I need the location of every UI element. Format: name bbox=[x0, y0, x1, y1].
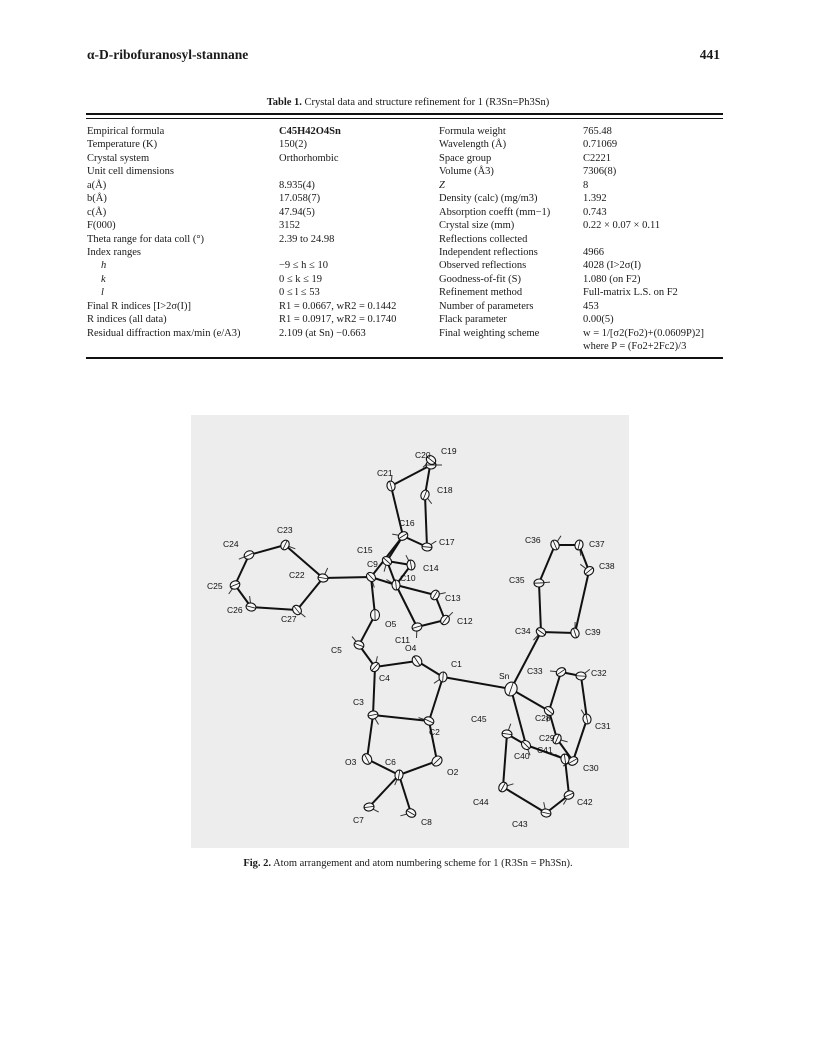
table-cell: a(Å) bbox=[87, 179, 107, 191]
table-cell: 3152 bbox=[279, 220, 300, 232]
bond-line bbox=[511, 632, 541, 689]
atom-label: C20 bbox=[415, 450, 431, 460]
bond-line bbox=[573, 719, 587, 761]
table-cell: 8.935(4) bbox=[279, 179, 315, 191]
atom-label: C21 bbox=[377, 468, 393, 478]
atom-label: C22 bbox=[289, 570, 305, 580]
table-caption-label: Table 1. bbox=[266, 97, 302, 108]
bond-line bbox=[549, 672, 561, 711]
atom-label: C14 bbox=[423, 563, 439, 573]
atom-label: O5 bbox=[385, 619, 397, 629]
atom-label: C28 bbox=[535, 713, 551, 723]
bond-line bbox=[251, 607, 297, 610]
table-caption bbox=[0, 97, 816, 108]
table-cell: 8 bbox=[583, 179, 589, 191]
atom-ellipsoid-axis bbox=[576, 676, 586, 677]
figure-caption bbox=[0, 858, 816, 869]
table-cell bbox=[279, 246, 396, 259]
atom-label: C24 bbox=[223, 539, 239, 549]
table-cell bbox=[439, 340, 550, 353]
table-cell: Empirical formula bbox=[87, 126, 165, 137]
table-cell: 4966 bbox=[583, 246, 604, 258]
atom-label: C15 bbox=[357, 545, 373, 555]
table-bottom-rule bbox=[86, 357, 723, 359]
table-cell: 2.109 (at Sn) −0.663 bbox=[279, 327, 366, 339]
table-cell: b(Å) bbox=[87, 193, 107, 205]
table-left-labels bbox=[87, 125, 240, 340]
table-cell: 453 bbox=[583, 300, 599, 312]
atom-label: C3 bbox=[353, 697, 364, 707]
table-cell: Flack parameter bbox=[439, 314, 507, 326]
table-cell: h bbox=[101, 260, 107, 272]
table-cell: 2.39 to 24.98 bbox=[279, 233, 335, 245]
molecule-structure-diagram bbox=[191, 415, 629, 848]
atom-label: C37 bbox=[589, 539, 605, 549]
bond-line bbox=[391, 465, 431, 486]
page-number: 441 bbox=[699, 47, 720, 62]
atom-label: C23 bbox=[277, 525, 293, 535]
figure-caption-label: Fig. 2. bbox=[243, 858, 272, 869]
bond-line bbox=[375, 661, 417, 667]
bond-line bbox=[373, 667, 375, 715]
atom-label: C25 bbox=[207, 581, 223, 591]
table-cell: F(000) bbox=[87, 220, 116, 232]
table-cell: Residual diffraction max/min (e/A3) bbox=[87, 327, 241, 339]
atom-label: O2 bbox=[447, 767, 459, 777]
table-cell: 47.94(5) bbox=[279, 206, 315, 218]
atom-label: C2 bbox=[429, 727, 440, 737]
table-cell: Density (calc) (mg/m3) bbox=[439, 193, 538, 205]
atom-label: Sn bbox=[499, 671, 510, 681]
atom-label: C45 bbox=[471, 714, 487, 724]
table-cell: Space group bbox=[439, 152, 492, 164]
atom-label: C29 bbox=[539, 733, 555, 743]
bond-line bbox=[391, 486, 403, 536]
table-cell: Refinement method bbox=[439, 287, 523, 299]
atom-label: C42 bbox=[577, 797, 593, 807]
atom-label: C12 bbox=[457, 616, 473, 626]
table-cell: c(Å) bbox=[87, 206, 107, 218]
table-cell: R indices (all data) bbox=[87, 314, 167, 326]
atom-label: C36 bbox=[525, 535, 541, 545]
bond-line bbox=[399, 761, 437, 775]
bond-line bbox=[503, 787, 546, 813]
atom-label: O3 bbox=[345, 757, 357, 767]
bond-line bbox=[323, 577, 371, 578]
table-cell: Unit cell dimensions bbox=[87, 166, 174, 178]
table-cell: Goodness-of-fit (S) bbox=[439, 273, 521, 285]
table-cell: Independent reflections bbox=[439, 246, 538, 258]
atom-label: C5 bbox=[331, 645, 342, 655]
table-cell: Final weighting scheme bbox=[439, 327, 540, 339]
table-cell: Temperature (K) bbox=[87, 139, 158, 151]
atom-label: C1 bbox=[451, 659, 462, 669]
table-left-values bbox=[279, 125, 396, 340]
running-title: α-D-ribofuranosyl-stannane bbox=[87, 47, 249, 62]
bond-line bbox=[367, 715, 373, 759]
bond-line bbox=[425, 495, 427, 547]
atom-label: O4 bbox=[405, 643, 417, 653]
table-cell: Theta range for data coll (°) bbox=[87, 233, 205, 245]
table-cell: 0.22 × 0.07 × 0.11 bbox=[583, 220, 661, 232]
atom-label: C43 bbox=[512, 819, 528, 829]
atom-label: C38 bbox=[599, 561, 615, 571]
table-cell: 0.71069 bbox=[583, 139, 618, 151]
bond-line bbox=[249, 545, 285, 555]
atom-label: C32 bbox=[591, 668, 607, 678]
table-cell: w = 1/[σ2(Fo2)+(0.0609P)2] bbox=[583, 327, 705, 339]
bond-line bbox=[396, 585, 435, 595]
table-cell: Orthorhombic bbox=[279, 152, 339, 164]
atom-label: C18 bbox=[437, 485, 453, 495]
table-cell: 0.743 bbox=[583, 206, 607, 218]
figure-caption-text: Atom arrangement and atom numbering scheme for 1 (R3Sn = Ph3Sn). bbox=[273, 858, 573, 869]
table-cell: where P = (Fo2+2Fc2)/3 bbox=[583, 341, 687, 352]
table-cell: Z bbox=[439, 179, 445, 191]
table-cell: 0 ≤ k ≤ 19 bbox=[279, 273, 323, 285]
table-cell: 150(2) bbox=[279, 139, 307, 151]
atom-label: C11 bbox=[395, 635, 410, 645]
table-cell: −9 ≤ h ≤ 10 bbox=[279, 260, 328, 272]
table-right-labels bbox=[439, 125, 550, 353]
table-cell: 765.48 bbox=[583, 126, 612, 137]
table-cell: Observed reflections bbox=[439, 260, 527, 272]
atom-label: C44 bbox=[473, 797, 489, 807]
table-cell: 17.058(7) bbox=[279, 193, 321, 205]
atom-label: C9 bbox=[367, 559, 378, 569]
table-cell: Formula weight bbox=[439, 126, 506, 137]
bond-line bbox=[429, 677, 443, 721]
atom-label: C10 bbox=[400, 573, 416, 583]
atom-label: C6 bbox=[385, 757, 396, 767]
atom-label: C40 bbox=[514, 751, 530, 761]
atom-label: C8 bbox=[421, 817, 432, 827]
bond-line bbox=[539, 545, 555, 583]
atom-label: C16 bbox=[399, 518, 415, 528]
atom-label: C27 bbox=[281, 614, 297, 624]
atom-label: C34 bbox=[515, 626, 531, 636]
atom-label: C13 bbox=[445, 593, 461, 603]
table-cell: Wavelength (Å) bbox=[439, 139, 507, 151]
bond-line bbox=[369, 775, 399, 807]
atom-label: C31 bbox=[595, 721, 611, 731]
atom-label: C26 bbox=[227, 605, 243, 615]
table-cell: l bbox=[101, 287, 104, 299]
table-cell: Volume (Å3) bbox=[439, 166, 494, 178]
bond-line bbox=[396, 585, 417, 627]
table-caption-text: Crystal data and structure refinement for 1 (R3Sn=Ph3Sn) bbox=[304, 97, 550, 108]
bond-line bbox=[399, 775, 411, 813]
table-cell: 1.080 (on F2) bbox=[583, 273, 641, 285]
atom-label: C35 bbox=[509, 575, 525, 585]
table-cell: Crystal size (mm) bbox=[439, 220, 515, 232]
atom-label: C39 bbox=[585, 627, 601, 637]
table-cell: 0.00(5) bbox=[583, 314, 614, 326]
table-cell: Index ranges bbox=[87, 246, 141, 258]
bond-line bbox=[581, 676, 587, 719]
table-cell bbox=[583, 233, 704, 246]
molecule-figure bbox=[191, 415, 629, 848]
table-cell: R1 = 0.0917, wR2 = 0.1740 bbox=[279, 314, 397, 326]
table-cell: k bbox=[101, 273, 106, 285]
bond-line bbox=[297, 578, 323, 610]
atom-label: C30 bbox=[583, 763, 599, 773]
table-cell: C2221 bbox=[583, 152, 612, 164]
table-cell: 0 ≤ l ≤ 53 bbox=[279, 287, 320, 299]
bond-line bbox=[539, 583, 541, 632]
table-cell: Absorption coefft (mm−1) bbox=[439, 206, 551, 218]
table-right-values bbox=[583, 125, 704, 353]
table-cell: Number of parameters bbox=[439, 300, 534, 312]
table-cell bbox=[279, 165, 396, 178]
table-cell: R1 = 0.0667, wR2 = 0.1442 bbox=[279, 300, 397, 312]
table-cell: Final R indices [I>2σ(I)] bbox=[87, 300, 192, 312]
atom-label: C7 bbox=[353, 815, 364, 825]
atom-label: C33 bbox=[527, 666, 543, 676]
atom-label: C41 bbox=[537, 745, 553, 755]
table-cell: Reflections collected bbox=[439, 233, 528, 245]
atom-label: C17 bbox=[439, 537, 455, 547]
bond-line bbox=[575, 571, 589, 633]
table-cell: C45H42O4Sn bbox=[279, 126, 341, 137]
table-top-rule bbox=[86, 113, 723, 115]
atom-label: C4 bbox=[379, 673, 390, 683]
table-cell: 7306(8) bbox=[583, 166, 617, 178]
bond-line bbox=[503, 734, 507, 787]
atom-label: C19 bbox=[441, 446, 457, 456]
table-cell: Full-matrix L.S. on F2 bbox=[583, 287, 678, 299]
table-cell: 1.392 bbox=[583, 193, 607, 205]
table-cell: 4028 (I>2σ(I) bbox=[583, 260, 641, 272]
table-cell: Crystal system bbox=[87, 152, 150, 164]
table-header-rule bbox=[86, 118, 723, 119]
